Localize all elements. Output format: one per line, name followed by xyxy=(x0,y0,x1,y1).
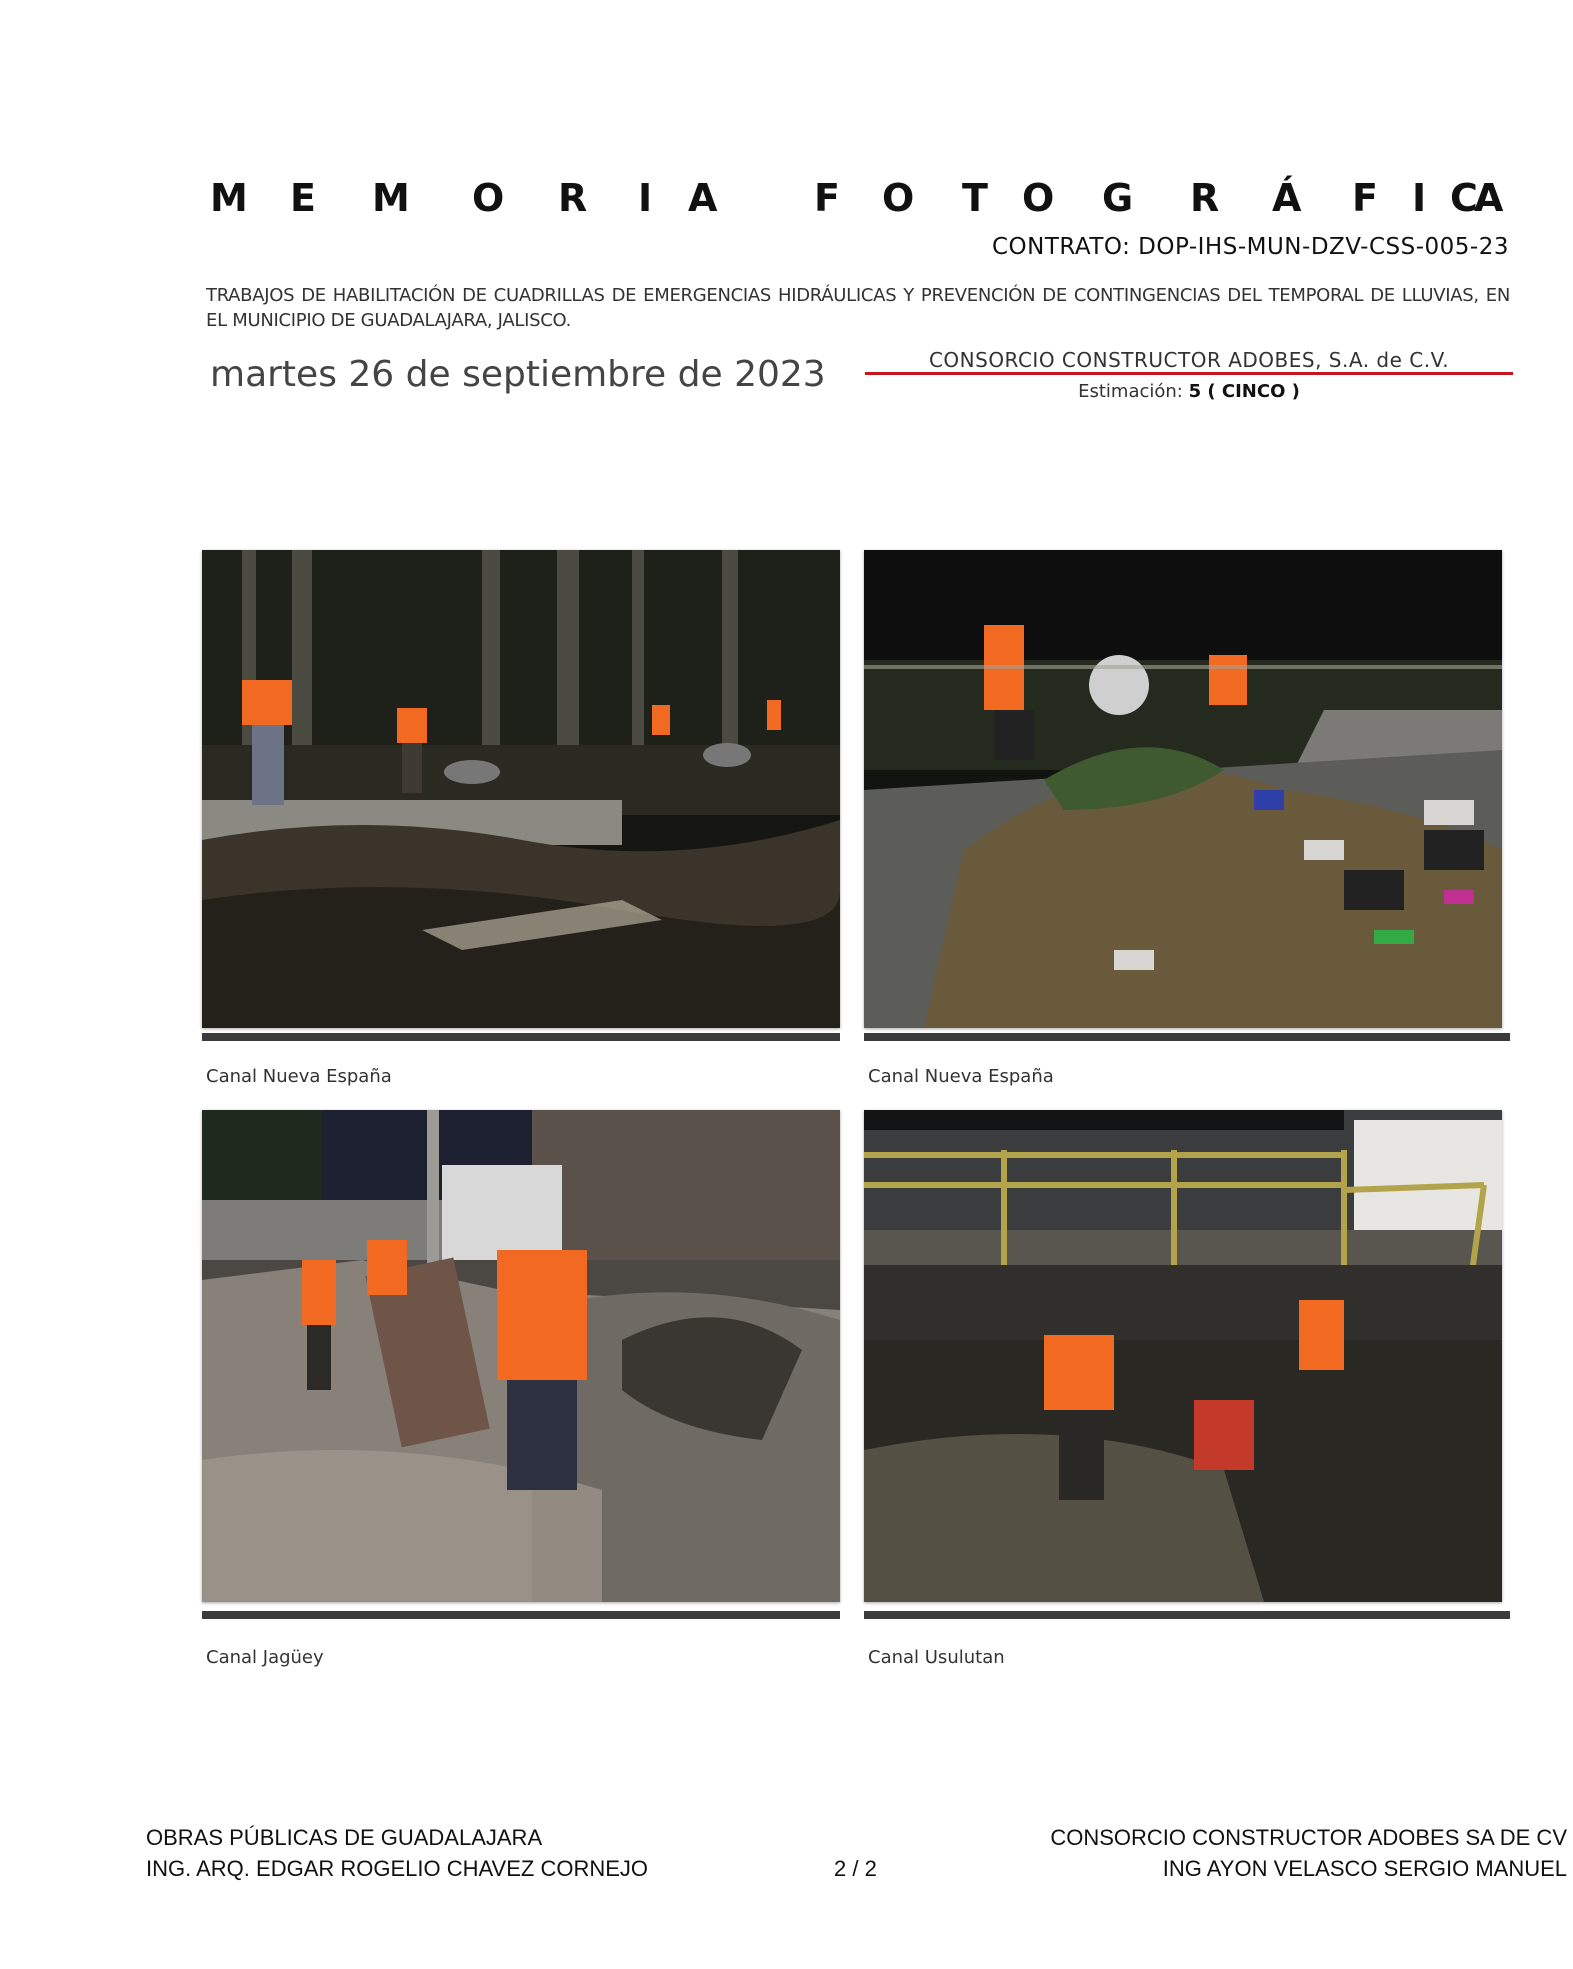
photo-bar xyxy=(202,1033,840,1041)
title-letter: G xyxy=(1102,176,1134,220)
footer-left-line1: OBRAS PÚBLICAS DE GUADALAJARA xyxy=(146,1825,543,1850)
title-letter: T xyxy=(962,176,988,220)
title-letter: F xyxy=(814,176,840,220)
title-letter: E xyxy=(290,176,316,220)
title-letter: M xyxy=(372,176,410,220)
footer-right xyxy=(1050,1822,1567,1884)
report-date: martes 26 de septiembre de 2023 xyxy=(210,354,826,395)
title-letter: Á xyxy=(1272,176,1302,220)
title-letter: A xyxy=(1474,176,1504,220)
title-letter: A xyxy=(688,176,718,220)
photo-canal-jaguey xyxy=(202,1110,840,1602)
footer-left-line2: ING. ARQ. EDGAR ROGELIO CHAVEZ CORNEJO xyxy=(146,1856,649,1881)
photo-canal-usulutan xyxy=(864,1110,1502,1602)
title-letter: I xyxy=(638,176,653,220)
photo-canal-nueva-espana-2 xyxy=(864,550,1502,1028)
footer-right-line2: ING AYON VELASCO SERGIO MANUEL xyxy=(1162,1856,1567,1881)
photo-bar xyxy=(864,1033,1510,1041)
title-letter: R xyxy=(558,176,588,220)
title-letter: R xyxy=(1190,176,1220,220)
work-description: TRABAJOS DE HABILITACIÓN DE CUADRILLAS DE EMERGENCIAS HIDRÁULICAS Y PREVENCIÓN DE CONTINGENCIAS DEL TEMPORAL DE LLUVIAS, EN EL MUNICIPIO DE GUADALAJARA, JALISCO. xyxy=(206,285,1510,331)
company-name: CONSORCIO CONSTRUCTOR ADOBES, S.A. de C.V. xyxy=(928,348,1450,372)
title-letter: M xyxy=(210,176,248,220)
estimation-value: 5 ( CINCO ) xyxy=(1188,381,1300,402)
contract-number: CONTRATO: DOP-IHS-MUN-DZV-CSS-005-23 xyxy=(991,234,1509,260)
photo-caption: Canal Nueva España xyxy=(868,1066,1054,1087)
estimation xyxy=(865,381,1513,402)
photo-caption: Canal Jagüey xyxy=(206,1647,324,1668)
title-letter: O xyxy=(1022,176,1055,220)
title-letter: O xyxy=(882,176,915,220)
title-letter: I xyxy=(1412,176,1427,220)
footer-right-line1: CONSORCIO CONSTRUCTOR ADOBES SA DE CV xyxy=(1050,1825,1567,1850)
photo-bar xyxy=(202,1611,840,1619)
red-divider xyxy=(865,372,1513,375)
photo-bar xyxy=(864,1611,1510,1619)
photo-caption: Canal Nueva España xyxy=(206,1066,392,1087)
title-letter: O xyxy=(472,176,505,220)
footer-left xyxy=(146,1822,648,1884)
estimation-label: Estimación: xyxy=(1078,381,1183,402)
title-letter: C xyxy=(1450,176,1478,220)
page-number: 2 / 2 xyxy=(834,1856,877,1881)
photo-canal-nueva-espana-1 xyxy=(202,550,840,1028)
title-letter: F xyxy=(1352,176,1378,220)
photo-caption: Canal Usulutan xyxy=(868,1647,1005,1668)
